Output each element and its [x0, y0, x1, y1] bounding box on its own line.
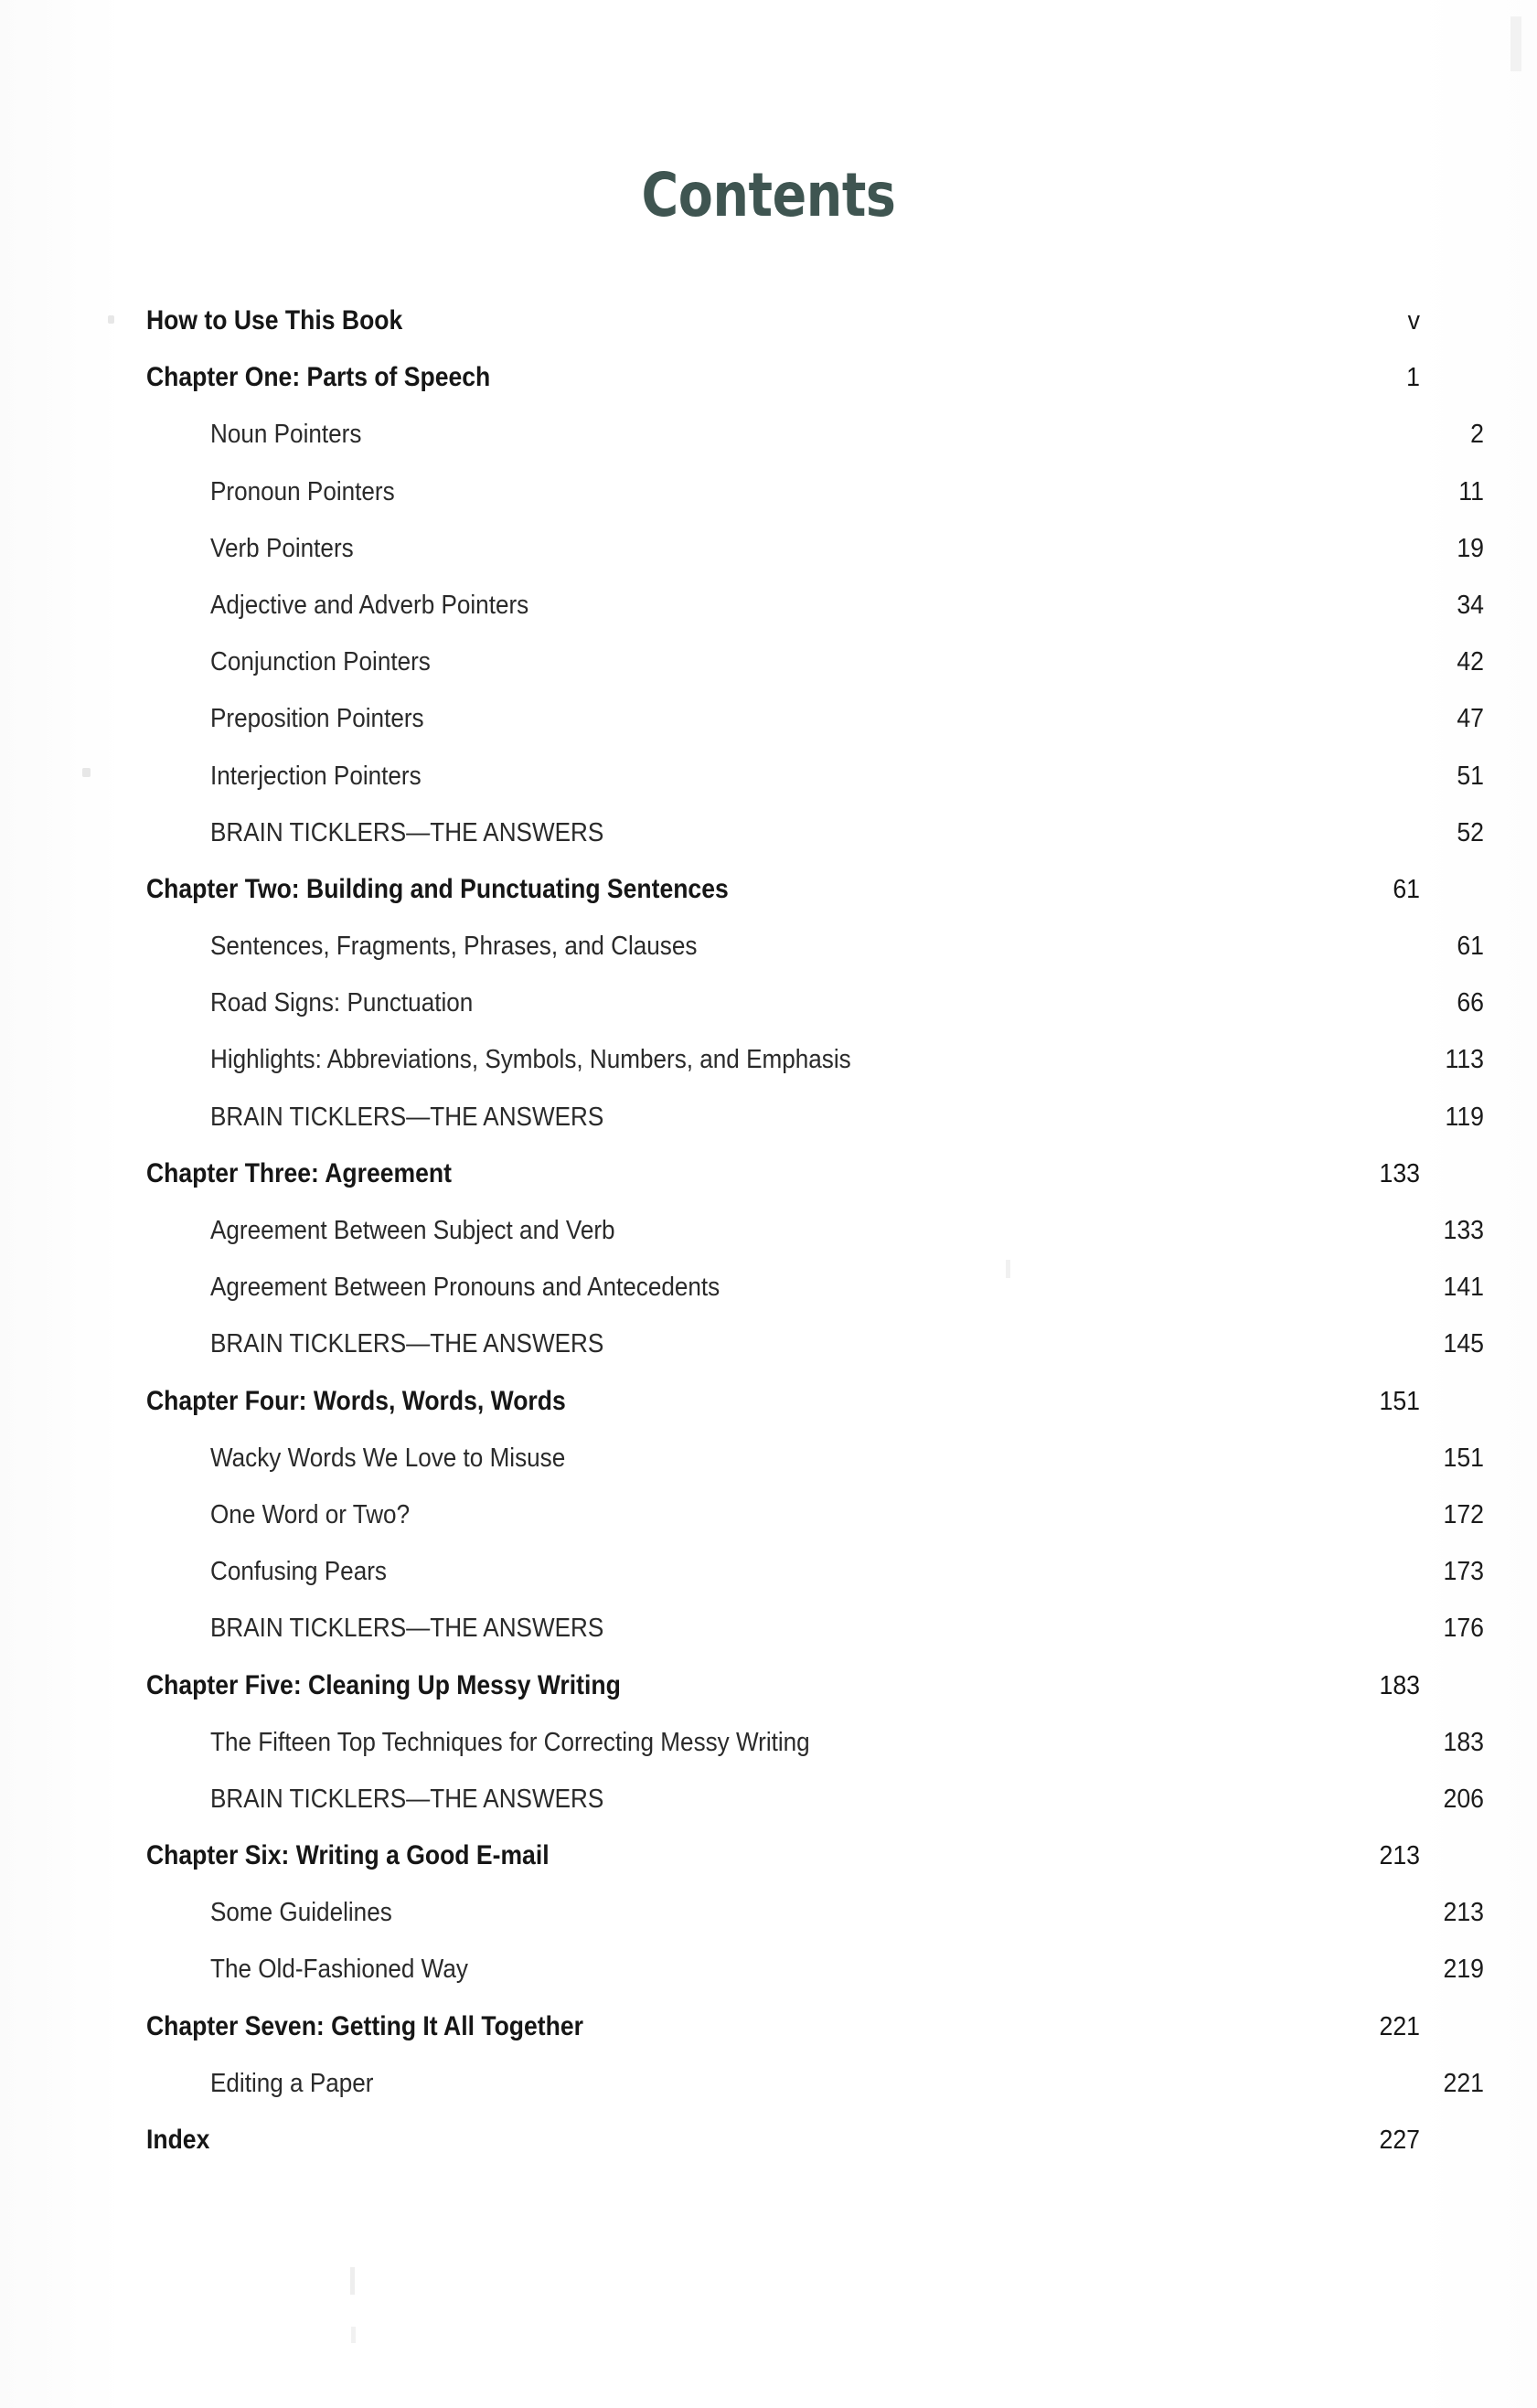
toc-entry-page-number: 151 [1379, 1386, 1420, 1416]
toc-entry-label: BRAIN TICKLERS—THE ANSWERS [210, 1329, 604, 1359]
toc-entry-page-number: 145 [1443, 1329, 1484, 1359]
toc-entry-label: The Fifteen Top Techniques for Correcting Messy Writing [210, 1727, 810, 1757]
toc-dot-leader [604, 1452, 1425, 1466]
toc-entry-page-number: 176 [1443, 1614, 1484, 1644]
toc-entry-label: Chapter Six: Writing a Good E-mail [146, 1840, 550, 1871]
toc-entry-page-number: 221 [1443, 2068, 1484, 2098]
toc-entry-label: Interjection Pointers [210, 761, 422, 791]
toc-dot-leader [647, 1337, 1425, 1352]
toc-entry-label: Chapter Three: Agreement [146, 1157, 452, 1188]
toc-dot-leader [431, 314, 1361, 329]
toc-entry-label: Confusing Pears [210, 1557, 387, 1587]
toc-entry-label: BRAIN TICKLERS—THE ANSWERS [210, 1614, 604, 1644]
toc-entry[interactable] [146, 349, 1420, 406]
toc-entry[interactable] [146, 1771, 1484, 1827]
toc-entry-page-number: 11 [1458, 476, 1484, 506]
toc-entry[interactable] [146, 463, 1484, 520]
toc-entry-label: Verb Pointers [210, 533, 354, 563]
toc-entry-page-number: 133 [1379, 1158, 1420, 1188]
toc-entry-label: One Word or Two? [210, 1499, 411, 1529]
toc-dot-leader [415, 485, 1425, 500]
toc-entry[interactable] [146, 520, 1484, 577]
toc-entry-label: Chapter Five: Cleaning Up Messy Writing [146, 1669, 621, 1700]
toc-entry-label: Index [146, 2125, 210, 2155]
toc-entry-page-number: 66 [1457, 988, 1484, 1018]
toc-entry[interactable] [146, 1543, 1484, 1600]
toc-dot-leader [660, 1224, 1425, 1239]
toc-entry-page-number: 61 [1393, 874, 1420, 904]
toc-entry[interactable] [146, 634, 1484, 690]
toc-entry-label: Chapter Seven: Getting It All Together [146, 2010, 583, 2041]
toc-entry[interactable] [146, 1884, 1484, 1941]
toc-entry-label: Pronoun Pointers [210, 476, 395, 506]
toc-entry-label: Conjunction Pointers [210, 647, 431, 677]
toc-entry-label: Adjective and Adverb Pointers [210, 590, 529, 620]
toc-entry-page-number: 213 [1443, 1898, 1484, 1928]
toc-dot-leader [486, 1167, 1361, 1182]
toc-entry-page-number: 173 [1443, 1557, 1484, 1587]
toc-entry[interactable] [146, 1373, 1420, 1430]
toc-entry[interactable] [146, 1202, 1484, 1259]
toc-entry[interactable] [146, 1600, 1484, 1657]
toc-entry[interactable] [146, 577, 1484, 634]
toc-entry[interactable] [146, 1657, 1420, 1714]
toc-entry-page-number: 1 [1406, 363, 1420, 393]
scan-artifact [351, 2327, 356, 2343]
scan-artifact [82, 768, 91, 777]
toc-entry-page-number: 61 [1457, 932, 1484, 962]
scan-artifact [108, 315, 114, 324]
toc-entry-page-number: 133 [1443, 1216, 1484, 1245]
toc-dot-leader [444, 770, 1425, 784]
toc-entry-label: Editing a Paper [210, 2068, 374, 2098]
toc-dot-leader [379, 428, 1425, 442]
toc-dot-leader [564, 599, 1425, 613]
toc-entry-label: BRAIN TICKLERS—THE ANSWERS [210, 1784, 604, 1814]
toc-entry-page-number: 119 [1445, 1102, 1484, 1132]
toc-dot-leader [613, 1395, 1361, 1410]
toc-entry[interactable] [146, 1145, 1420, 1202]
toc-entry-label: Chapter Two: Building and Punctuating Sentences [146, 873, 729, 904]
toc-entry-page-number: 227 [1379, 2126, 1420, 2155]
table-of-contents-list [146, 293, 1484, 2168]
toc-entry-page-number: 221 [1379, 2011, 1420, 2041]
toc-dot-leader [632, 2020, 1361, 2035]
toc-dot-leader [673, 1679, 1361, 1694]
toc-entry[interactable] [146, 861, 1420, 918]
toc-dot-leader [455, 655, 1425, 670]
toc-entry[interactable] [146, 748, 1484, 804]
toc-dot-leader [217, 2134, 1361, 2148]
toc-entry-page-number: 2 [1470, 420, 1484, 450]
toc-entry[interactable] [146, 690, 1484, 747]
toc-entry[interactable] [146, 1827, 1420, 1884]
toc-entry[interactable] [146, 293, 1420, 349]
toc-entry-label: Preposition Pointers [210, 704, 424, 734]
toc-dot-leader [502, 996, 1425, 1011]
toc-entry-page-number: v [1407, 306, 1420, 336]
toc-dot-leader [647, 826, 1425, 841]
toc-entry-page-number: 151 [1443, 1443, 1484, 1473]
toc-entry-label: Wacky Words We Love to Misuse [210, 1443, 566, 1473]
toc-entry-page-number: 183 [1443, 1727, 1484, 1757]
toc-dot-leader [391, 2077, 1425, 2092]
toc-entry-page-number: 51 [1457, 761, 1484, 791]
toc-entry-page-number: 42 [1457, 647, 1484, 677]
toc-entry[interactable] [146, 918, 1484, 975]
toc-entry-label: Noun Pointers [210, 420, 362, 450]
toc-dot-leader [776, 1281, 1425, 1295]
toc-entry[interactable] [146, 1430, 1484, 1486]
toc-entry[interactable] [146, 406, 1484, 463]
toc-entry[interactable] [146, 2055, 1484, 2112]
toc-entry[interactable] [146, 1031, 1484, 1088]
toc-dot-leader [647, 1622, 1425, 1636]
toc-entry-label: Agreement Between Pronouns and Antecedents [210, 1273, 720, 1303]
toc-dot-leader [793, 883, 1361, 898]
toc-dot-leader [369, 542, 1425, 557]
toc-dot-leader [877, 1736, 1425, 1751]
toc-entry-page-number: 141 [1443, 1273, 1484, 1303]
toc-entry-label: Chapter Four: Words, Words, Words [146, 1385, 566, 1416]
toc-entry[interactable] [146, 1941, 1484, 1998]
scan-artifact [350, 2267, 355, 2295]
toc-entry-page-number: 206 [1443, 1784, 1484, 1814]
toc-entry[interactable] [146, 1486, 1484, 1543]
toc-dot-leader [528, 371, 1361, 386]
toc-entry[interactable] [146, 1998, 1420, 2055]
toc-entry[interactable] [146, 1316, 1484, 1372]
toc-entry[interactable] [146, 975, 1484, 1031]
toc-dot-leader [406, 1565, 1425, 1580]
toc-entry-page-number: 183 [1379, 1670, 1420, 1700]
toc-entry-label: BRAIN TICKLERS—THE ANSWERS [210, 817, 604, 847]
toc-entry[interactable] [146, 1714, 1484, 1771]
toc-entry-page-number: 213 [1379, 1841, 1420, 1871]
toc-entry[interactable] [146, 1089, 1484, 1145]
toc-entry-page-number: 172 [1443, 1499, 1484, 1529]
toc-dot-leader [647, 1111, 1425, 1125]
toc-entry-label: Sentences, Fragments, Phrases, and Clauses [210, 932, 698, 962]
toc-dot-leader [923, 1053, 1425, 1068]
toc-entry[interactable] [146, 1259, 1484, 1316]
toc-entry-page-number: 34 [1457, 590, 1484, 620]
toc-entry-label: Agreement Between Subject and Verb [210, 1216, 615, 1245]
toc-entry-page-number: 113 [1445, 1045, 1484, 1075]
page-title: Contents [641, 160, 896, 230]
toc-entry-label: Some Guidelines [210, 1898, 392, 1928]
toc-dot-leader [412, 1906, 1425, 1921]
toc-entry-label: Chapter One: Parts of Speech [146, 362, 491, 393]
toc-entry-label: BRAIN TICKLERS—THE ANSWERS [210, 1102, 604, 1132]
toc-entry-label: Highlights: Abbreviations, Symbols, Numbers, and Emphasis [210, 1045, 851, 1075]
scan-artifact [1006, 1260, 1010, 1278]
toc-dot-leader [432, 1508, 1425, 1523]
scan-artifact [1510, 16, 1521, 71]
toc-entry[interactable] [146, 2112, 1420, 2168]
toc-dot-leader [647, 1793, 1425, 1807]
toc-entry-label: Road Signs: Punctuation [210, 988, 474, 1018]
toc-entry-page-number: 47 [1457, 704, 1484, 734]
toc-entry[interactable] [146, 804, 1484, 861]
toc-entry-page-number: 19 [1457, 533, 1484, 563]
toc-dot-leader [752, 940, 1425, 954]
toc-dot-leader [496, 1963, 1425, 1977]
toc-dot-leader [448, 712, 1425, 727]
toc-dot-leader [594, 1849, 1361, 1864]
toc-entry-label: The Old-Fashioned Way [210, 1955, 468, 1985]
toc-entry-page-number: 219 [1443, 1955, 1484, 1985]
toc-entry-label: How to Use This Book [146, 305, 403, 336]
toc-entry-page-number: 52 [1457, 817, 1484, 847]
